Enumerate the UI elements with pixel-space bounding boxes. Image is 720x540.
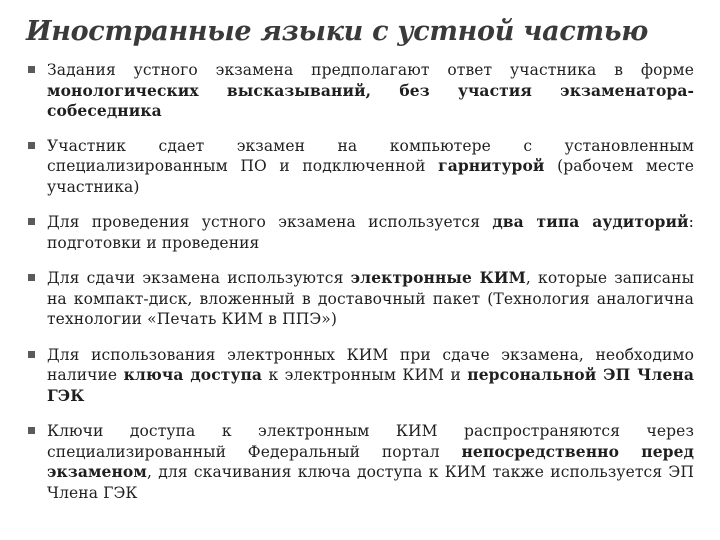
square-bullet-icon	[28, 351, 35, 358]
bullet-item	[26, 421, 694, 503]
bullet-text	[47, 421, 694, 503]
slide-title: Иностранные языки с устной частью	[26, 16, 648, 47]
text-segment: Ключи доступа к электронным КИМ распространяются через специализированный Федеральный портал	[47, 422, 694, 461]
bullet-text	[47, 268, 694, 330]
bullet-list	[26, 60, 694, 503]
text-segment: Для проведения устного экзамена используется	[47, 213, 493, 231]
square-bullet-icon	[28, 142, 35, 149]
square-bullet-icon	[28, 218, 35, 225]
bullet-text	[47, 212, 694, 253]
bullet-text	[47, 345, 694, 407]
square-bullet-icon	[28, 66, 35, 73]
text-segment: Для использования электронных КИМ при сдаче экзамена, необходимо наличие	[47, 345, 694, 384]
bold-text-segment: ключа доступа	[123, 365, 263, 384]
square-bullet-icon	[28, 274, 35, 281]
bold-text-segment: гарнитурой	[438, 156, 545, 175]
bullet-item	[26, 60, 694, 122]
bullet-item	[26, 212, 694, 253]
bullet-text	[47, 60, 694, 122]
bold-text-segment: непосредственно перед экзаменом	[47, 441, 694, 481]
bold-text-segment: монологических высказываний, без участия экзаменатора-собеседника	[47, 80, 694, 120]
text-segment: Задания устного экзамена предполагают ответ участника в форме	[47, 61, 694, 79]
text-segment: : подготовки и проведения	[47, 213, 694, 252]
text-segment: Участник сдает экзамен на компьютере с установленным специализированным ПО и подключенной	[47, 136, 694, 175]
text-segment: к электронным КИМ и	[262, 366, 468, 384]
bullet-item	[26, 268, 694, 330]
text-segment: (рабочем месте участника)	[47, 157, 694, 196]
bullet-text	[47, 136, 694, 198]
text-segment: Для сдачи экзамена используются	[47, 269, 351, 287]
bold-text-segment: два типа аудиторий	[492, 212, 689, 231]
bold-text-segment: персональной ЭП Члена ГЭК	[47, 365, 695, 405]
text-segment: , для скачивания ключа доступа к КИМ также используется ЭП Члена ГЭК	[47, 463, 694, 502]
bullet-item	[26, 136, 694, 198]
bold-text-segment: электронные КИМ	[350, 268, 526, 287]
square-bullet-icon	[28, 427, 35, 434]
text-segment: , которые записаны на компакт-диск, вложенный в доставочный пакет (Технология аналогична технологии «Печать КИМ в ППЭ»)	[47, 269, 695, 328]
bullet-item	[26, 345, 694, 407]
